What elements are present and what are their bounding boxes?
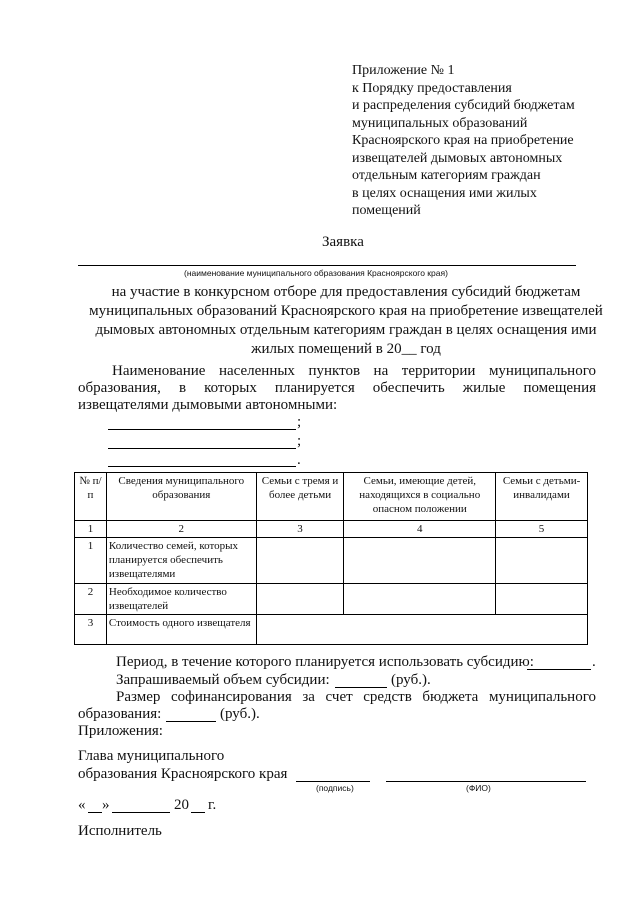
period-label: Период, в течение которого планируется использовать субсидию: <box>116 654 534 670</box>
intro-line: муниципальных образований Красноярского края на приобретение извещателей <box>89 303 603 319</box>
settlements-line-1: Наименование населенных пунктов на территории муниципального <box>112 363 596 379</box>
requested-blank[interactable] <box>335 675 387 688</box>
intro-line: дымовых автономных отдельным категориям граждан в целях оснащения ими <box>95 322 597 338</box>
appendix-line: и распределения субсидий бюджетам <box>352 98 575 113</box>
requested-label: Запрашиваемый объем субсидии: <box>116 672 330 688</box>
cofinancing-line-2: образования: <box>78 706 162 722</box>
date-year-prefix: 20 <box>174 797 189 813</box>
appendix-line: в целях оснащения ими жилых <box>352 185 537 201</box>
attachments-label: Приложения: <box>78 723 163 739</box>
requested-unit: (руб.). <box>391 672 431 688</box>
cell-disabled-children[interactable] <box>496 538 588 584</box>
intro-line: жилых помещений в 20__ год <box>251 341 441 357</box>
appendix-line: Красноярского края на приобретение <box>352 133 574 148</box>
settlement-blank-3[interactable] <box>108 454 296 467</box>
appendix-line: извещателей дымовых автономных <box>352 150 563 166</box>
appendix-line: муниципальных образований <box>352 115 528 131</box>
signature-blank[interactable] <box>296 769 370 782</box>
cofinancing-line-1: Размер софинансирования за счет средств бюджета муниципального <box>116 689 596 705</box>
fio-blank[interactable] <box>386 769 586 782</box>
header-disabled-children: Семьи с детьми-инвалидами <box>496 473 588 521</box>
row-num: 2 <box>75 584 107 615</box>
cofinancing-unit: (руб.). <box>220 706 260 722</box>
cell-risk-families[interactable] <box>344 584 496 615</box>
row-label: Количество семей, которых планируется обеспечить извещателями <box>106 538 256 584</box>
appendix-line: к Порядку предоставления <box>352 80 512 96</box>
cell-large-families[interactable] <box>256 538 344 584</box>
settlements-line-3: извещателями дымовыми автономными: <box>78 397 338 413</box>
cell-unit-cost[interactable] <box>256 615 587 645</box>
municipality-name-line <box>78 265 576 266</box>
settlement-end-2: ; <box>297 433 302 449</box>
date-year-suffix: г. <box>208 797 217 813</box>
document-title: Заявка <box>322 234 364 250</box>
table-row <box>75 584 588 615</box>
date-day-blank[interactable] <box>88 800 102 813</box>
table-row <box>75 538 588 584</box>
settlement-blank-2[interactable] <box>108 436 296 449</box>
fio-caption: (ФИО) <box>466 783 491 793</box>
colnum: 5 <box>496 521 588 538</box>
header-risk-families: Семьи, имеющие детей, находящихся в социально опасном положении <box>344 473 496 521</box>
appendix-line: Приложение № 1 <box>352 63 455 78</box>
cell-risk-families[interactable] <box>344 538 496 584</box>
date-open-quote: « <box>78 797 86 813</box>
table-row <box>75 615 588 645</box>
cofinancing-blank[interactable] <box>166 709 216 722</box>
executor-label: Исполнитель <box>78 823 162 839</box>
head-title-line-1: Главa муниципального <box>78 748 225 764</box>
date-year-blank[interactable] <box>191 800 205 813</box>
row-num: 3 <box>75 615 107 645</box>
settlement-end-1: ; <box>297 414 302 430</box>
cell-large-families[interactable] <box>256 584 344 615</box>
row-label: Стоимость одного извещателя <box>106 615 256 645</box>
data-table <box>74 472 588 645</box>
head-title-line-2: образования Красноярского края <box>78 766 288 782</box>
header-large-families: Семьи с тремя и более детьми <box>256 473 344 521</box>
date-month-blank[interactable] <box>112 800 170 813</box>
intro-line: на участие в конкурсном отборе для предоставления субсидий бюджетам <box>111 284 581 300</box>
signature-caption: (подпись) <box>316 783 354 793</box>
row-num: 1 <box>75 538 107 584</box>
settlement-end-3: . <box>297 452 301 468</box>
period-end: . <box>592 654 596 670</box>
municipality-caption: (наименование муниципального образования Красноярского края) <box>184 268 448 278</box>
cell-disabled-children[interactable] <box>496 584 588 615</box>
colnum: 4 <box>344 521 496 538</box>
header-info: Сведения муниципального образования <box>106 473 256 521</box>
colnum: 3 <box>256 521 344 538</box>
row-label: Необходимое количество извещателей <box>106 584 256 615</box>
appendix-header <box>352 62 575 220</box>
colnum: 1 <box>75 521 107 538</box>
date-close-quote: » <box>102 797 110 813</box>
settlements-line-2: образования, в которых планируется обеспечить жилые помещения <box>78 380 596 396</box>
colnum: 2 <box>106 521 256 538</box>
appendix-line: отдельным категориям граждан <box>352 168 541 183</box>
header-num: № п/п <box>75 473 107 521</box>
appendix-line: помещений <box>352 203 421 218</box>
table-header-row <box>75 473 588 521</box>
table-colnum-row <box>75 521 588 538</box>
intro-text <box>80 283 612 359</box>
settlement-blank-1[interactable] <box>108 417 296 430</box>
period-blank[interactable] <box>527 657 591 670</box>
